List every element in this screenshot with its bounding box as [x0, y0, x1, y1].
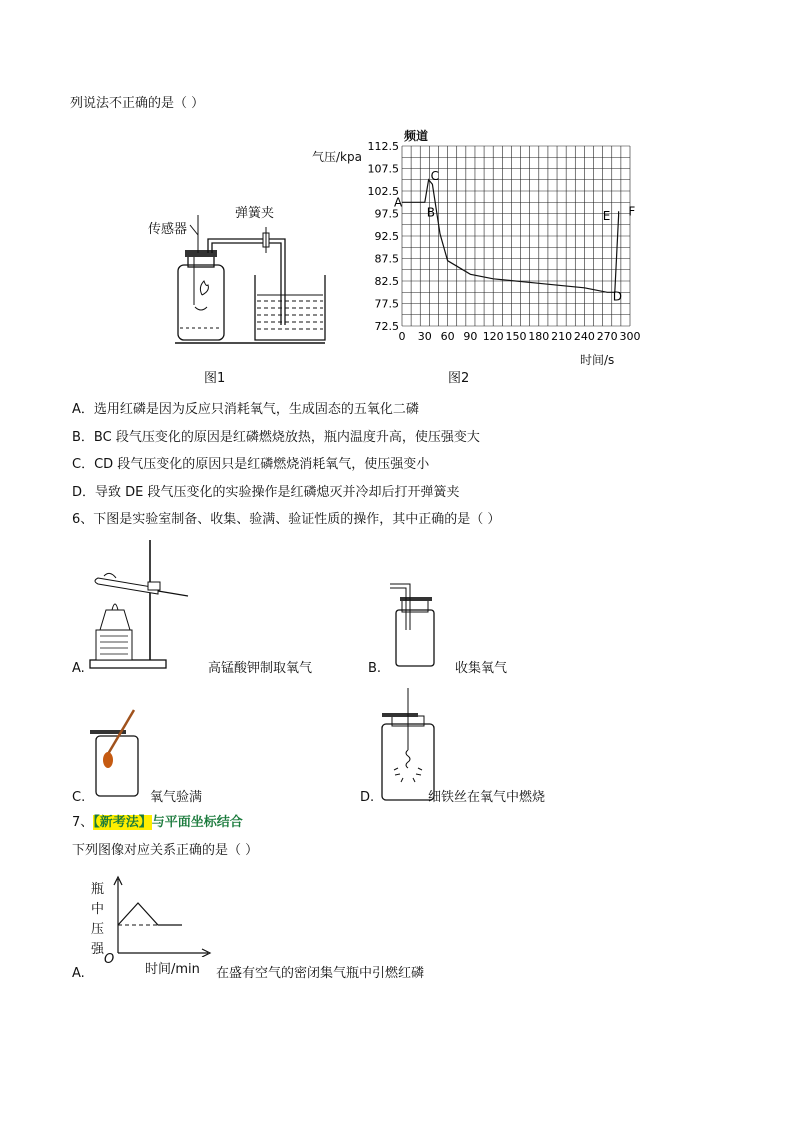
- figure-2-caption: 图2: [448, 371, 470, 386]
- x-tick-label: 210: [551, 330, 573, 343]
- x-tick-label: 180: [528, 330, 550, 343]
- x-tick-label: 300: [619, 330, 641, 343]
- q7-a-letter: A.: [72, 966, 85, 981]
- pressure-chart: [360, 138, 650, 352]
- q7-a-origin: O: [104, 952, 115, 967]
- y-tick-label: 112.5: [367, 140, 399, 153]
- y-tick-label: 107.5: [367, 162, 399, 176]
- sensor-label: 传感器: [148, 222, 188, 237]
- point-label-b: B: [426, 205, 436, 220]
- y-tick-label: 92.5: [374, 230, 399, 243]
- q6-c-letter: C.: [72, 790, 86, 805]
- y-tick-label: 102.5: [367, 185, 399, 198]
- q7-tag: 【新考法】: [93, 815, 152, 830]
- q6-b-bottle-image: [388, 582, 440, 670]
- q6-a-text: 高锰酸钾制取氧气: [208, 661, 313, 676]
- y-tick-label: 77.5: [374, 297, 399, 311]
- q7-a-xlabel: 时间/min: [145, 962, 200, 977]
- q6-a-letter: A.: [72, 661, 85, 676]
- q7-a-ylabel-char-2: 中: [91, 902, 105, 917]
- point-label-c: C: [430, 168, 439, 183]
- q5-option-c: C．CD 段气压变化的原因只是红磷燃烧消耗氧气，使压强变小: [72, 457, 430, 472]
- x-tick-label: 240: [573, 330, 595, 343]
- y-tick-label: 72.5: [374, 320, 399, 333]
- x-tick-label: 270: [596, 330, 618, 343]
- q7-a-text: 在盛有空气的密闭集气瓶中引燃红磷: [216, 966, 425, 981]
- chart-ylabel: 气压/kpa: [312, 150, 362, 164]
- q7-a-ylabel: [91, 880, 105, 960]
- q7-a-ylabel-char-4: 强: [91, 942, 105, 957]
- q5-option-a: A．选用红磷是因为反应只消耗氧气，生成固态的五氧化二磷: [72, 402, 419, 417]
- q7-heading: [72, 815, 243, 831]
- figure-1-caption: 图1: [204, 371, 226, 386]
- chart-xlabel: 时间/s: [580, 353, 615, 367]
- x-tick-label: 150: [505, 330, 527, 343]
- point-label-a: A: [394, 195, 403, 210]
- chart-title: 频道: [404, 129, 429, 143]
- x-tick-label: 90: [463, 330, 478, 343]
- q5-option-b: B．BC 段气压变化的原因是红磷燃烧放热，瓶内温度升高，使压强变大: [72, 430, 480, 445]
- point-label-d: D: [612, 289, 623, 304]
- q6-a-apparatus-image: [88, 538, 208, 673]
- x-tick-label: 60: [440, 330, 455, 343]
- q6-b-text: 收集氧气: [455, 661, 508, 676]
- y-tick-label: 97.5: [374, 207, 399, 221]
- x-tick-label: 0: [398, 330, 406, 343]
- q6-c-bottle-image: [88, 706, 148, 798]
- q6-d-text: 细铁丝在氧气中燃烧: [428, 790, 546, 805]
- q7-stem: 下列图像对应关系正确的是（ ）: [72, 843, 259, 858]
- q6-d-bottle-image: [378, 686, 440, 804]
- point-label-e: E: [602, 208, 611, 223]
- point-label-f: F: [628, 204, 636, 219]
- q7-a-ylabel-char-3: 压: [91, 922, 105, 937]
- q6-b-letter: B.: [368, 661, 382, 676]
- q7-a-ylabel-char-1: 瓶: [91, 882, 105, 897]
- q5-option-d: D．导致 DE 段气压变化的实验操作是红磷熄灭并冷却后打开弹簧夹: [72, 485, 460, 500]
- q7-a-graph: [112, 875, 212, 957]
- q7-tag-tail: 与平面坐标结合: [151, 815, 243, 830]
- y-tick-label: 87.5: [374, 252, 399, 266]
- clip-label: 弹簧夹: [235, 206, 275, 221]
- q6-c-text: 氧气验满: [150, 790, 203, 805]
- x-tick-label: 120: [482, 330, 504, 343]
- x-tick-label: 30: [417, 330, 432, 343]
- q6-stem: 6、下图是实验室制备、收集、验满、验证性质的操作，其中正确的是（ ）: [72, 512, 501, 527]
- y-tick-label: 82.5: [374, 275, 399, 288]
- question-intro: 列说法不正确的是（ ）: [70, 96, 205, 111]
- q6-d-letter: D.: [360, 790, 375, 805]
- q7-number: 7、: [72, 815, 94, 830]
